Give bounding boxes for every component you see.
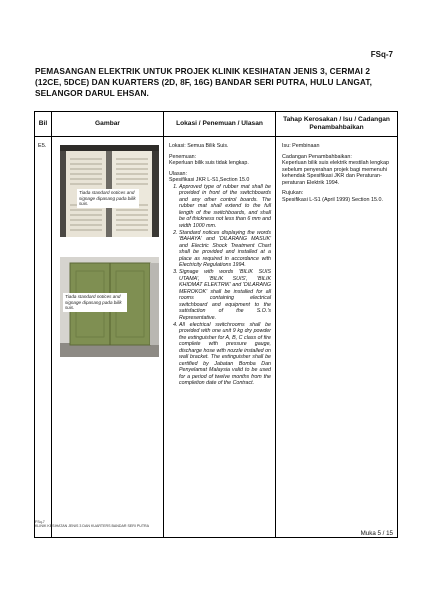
row-number: E5. [35,137,52,538]
column-header-lokasi: Lokasi / Penemuan / Ulasan [164,112,276,137]
inspection-table [34,111,398,538]
table-row [35,137,398,538]
page-number: Muka 5 / 15 [360,530,393,537]
list-item: 4. All electrical switchrooms shall be provided with one unit 9 kg dry powder fire extinguisher for A, B, C class of fire complete with pressure gauge, discharge hose with nozzle installed on wall bracket. The extinguisher shall be certified by Jabatan Bomba Dan Penyelamat Malaysia valid to be used for a period of twelve months from the completion date of the Contract. [179,322,271,387]
reference-text: Spesifikasi L-S1 (April 1999) Section 15.0. [282,196,383,203]
list-item: 1. Approved type of rubber mat shall be provided in front of the switchboards and any other control boards. The rubber mat shall extend to the full length of the switchboards, and shall be of thickness not less than 6 mm and width 1000 mm. [179,184,271,230]
improvement-text: Keperluan bilik suis elektrik mestilah lengkap sebelum penyerahan projek bagi memenuhi kehendak Spesifikasi JKR dan Peraturan-peraturan Elektrik 1994. [282,160,389,186]
document-title: PEMASANGAN ELEKTRIK UNTUK PROJEK KLINIK KESIHATAN JENIS 3, CERMAI 2 (12CE, 5DCE) DAN KUARTERS (2D, 8F, 16G) BANDAR SERI PUTRA, HULU LANGAT, SELANGOR DARUL EHSAN. [35,66,373,98]
location-text: Lokasi: Semua Bilik Suis. [169,143,229,149]
list-item: 3. Signage with words 'BILIK SUIS UTAMA', 'BILIK SUIS', 'BILIK KHIDMAT ELEKTRIK' and 'DILARANG MEROKOK' shall be installed for all rooms containing electrical switchboard and equipment to the satisfaction of the S.O.'s Representative. [179,269,271,321]
column-header-gambar: Gambar [52,112,164,137]
column-header-bil: Bil [35,112,52,137]
finding-text: Keperluan bilik suis tidak lengkap. [169,160,249,166]
findings-cell [164,137,276,538]
photo-caption: Tiada standard notices and signage dipasang pada bilik suis. [77,189,139,208]
footer-document-info [35,520,149,529]
remarks-reference: Spesifikasi JKR L-S1,Section 15.0 [169,177,250,183]
issue-text: Isu: Pembinaan [282,143,320,149]
column-header-tahap: Tahap Kerosakan / Isu / Cadangan Penambahbaikan [276,112,398,137]
photo-cell [52,137,164,538]
list-item: 2. Standard notices displaying the words 'BAHAYA' and 'DILARANG MASUK' and Electric Shock Treatment Chart shall be provided and installed at a place as required in accordance with Electricity Regulations 1994. [179,230,271,269]
finding-label: Penemuan: [169,153,197,160]
footer-code: FSq-7 [35,520,45,524]
photo-caption: Tiada standard notices and signage dipasang pada bilik suis. [63,293,127,312]
improvement-label: Cadangan Penambahbaikan: [282,153,352,160]
page-id: FSq-7 [370,50,393,59]
footer-project: KLINIK KESIHATAN JENIS 3 DAN KUARTERS BANDAR SERI PUTRA [35,524,150,529]
reference-label: Rujukan: [282,190,304,196]
switchboard-door-photo [60,257,159,357]
remarks-label: Ulasan: [169,170,187,177]
table-header-row [35,112,398,137]
requirements-list [169,184,271,387]
switchroom-door-photo [60,145,159,237]
issue-cell [276,137,398,538]
